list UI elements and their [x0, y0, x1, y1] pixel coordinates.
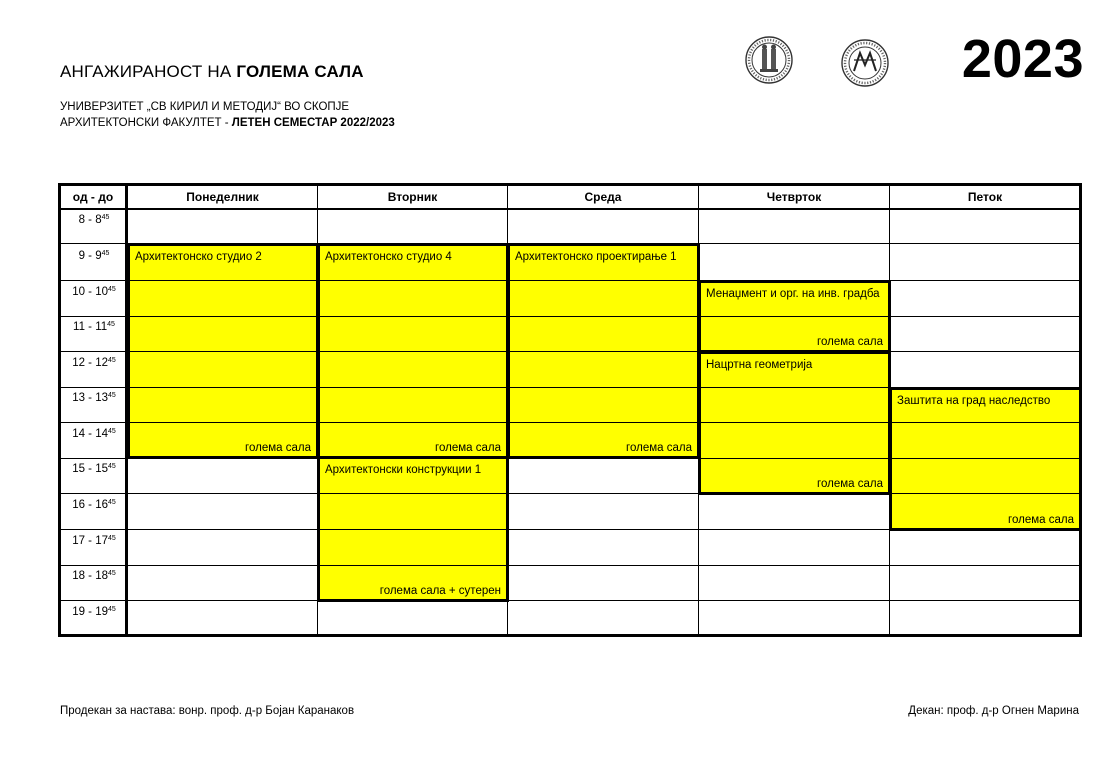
class-block[interactable]	[698, 351, 891, 495]
time-slot: $8 - 8^{45}$	[78, 214, 110, 226]
class-name: Нацртна геометрија	[706, 359, 813, 371]
row-divider	[61, 600, 1079, 601]
time-slot: $14 - 14^{45}$	[72, 428, 116, 440]
time-slot: $19 - 19^{45}$	[72, 606, 116, 618]
year-label: 2023	[961, 29, 1084, 89]
class-name: Архитектонско студио 2	[135, 251, 262, 263]
dean-signature-line: Декан: проф. д-р Огнен Марина	[908, 705, 1079, 717]
day-header-wednesday: Среда	[584, 190, 622, 204]
time-slot: $10 - 10^{45}$	[72, 286, 116, 298]
class-room: голема сала	[817, 478, 883, 490]
day-header-friday: Петок	[967, 190, 1003, 204]
class-room: голема сала	[1008, 514, 1074, 526]
class-room: голема сала + сутерен	[379, 585, 501, 597]
time-slot: $13 - 13^{45}$	[72, 392, 116, 404]
schedule-table	[58, 183, 1082, 637]
class-room: голема сала	[435, 442, 501, 454]
class-block[interactable]	[889, 387, 1082, 531]
day-header-thursday: Четврток	[766, 190, 822, 204]
university-name: УНИВЕРЗИТЕТ „СВ КИРИЛ И МЕТОДИЈ“ ВО СКОПЈЕ	[60, 101, 350, 113]
time-slot: $16 - 16^{45}$	[72, 499, 116, 511]
class-name: Заштита на град наследство	[897, 395, 1051, 407]
time-slot: $17 - 17^{45}$	[72, 535, 116, 547]
class-name: Архитектонски конструкции 1	[325, 464, 482, 476]
time-slot: $11 - 11^{45}$	[73, 321, 115, 333]
day-header-monday: Понеделник	[186, 190, 259, 204]
vice-dean-signature-line: Продекан за настава: вонр. проф. д-р Бојан Каранаков	[60, 705, 355, 717]
class-name: Архитектонско проектирање 1	[515, 251, 677, 263]
class-room: голема сала	[817, 336, 883, 348]
class-block[interactable]	[507, 243, 700, 459]
class-block[interactable]	[127, 243, 319, 459]
class-block[interactable]	[317, 456, 509, 602]
class-room: голема сала	[245, 442, 311, 454]
header-divider	[61, 208, 1079, 210]
page-title: АНГАЖИРАНОСТ НА ГОЛЕМА САЛА	[60, 62, 364, 81]
day-header-tuesday: Вторник	[387, 190, 438, 204]
faculty-seal-logo	[840, 38, 890, 88]
class-name: Менаџмент и орг. на инв. градба	[706, 288, 880, 300]
class-block[interactable]	[317, 243, 509, 459]
time-slot: $9 - 9^{45}$	[78, 250, 110, 262]
class-block[interactable]	[698, 280, 891, 353]
time-column-header: од - до	[72, 190, 114, 204]
row-divider	[61, 565, 1079, 566]
class-room: голема сала	[626, 442, 692, 454]
university-seal-logo	[744, 35, 794, 85]
faculty-semester: АРХИТЕКТОНСКИ ФАКУЛТЕТ - ЛЕТЕН СЕМЕСТАР 2022/2023	[60, 117, 395, 129]
time-slot: $18 - 18^{45}$	[72, 570, 116, 582]
class-name: Архитектонско студио 4	[325, 251, 452, 263]
time-slot: $12 - 12^{45}$	[72, 357, 116, 369]
time-slot: $15 - 15^{45}$	[72, 463, 116, 475]
